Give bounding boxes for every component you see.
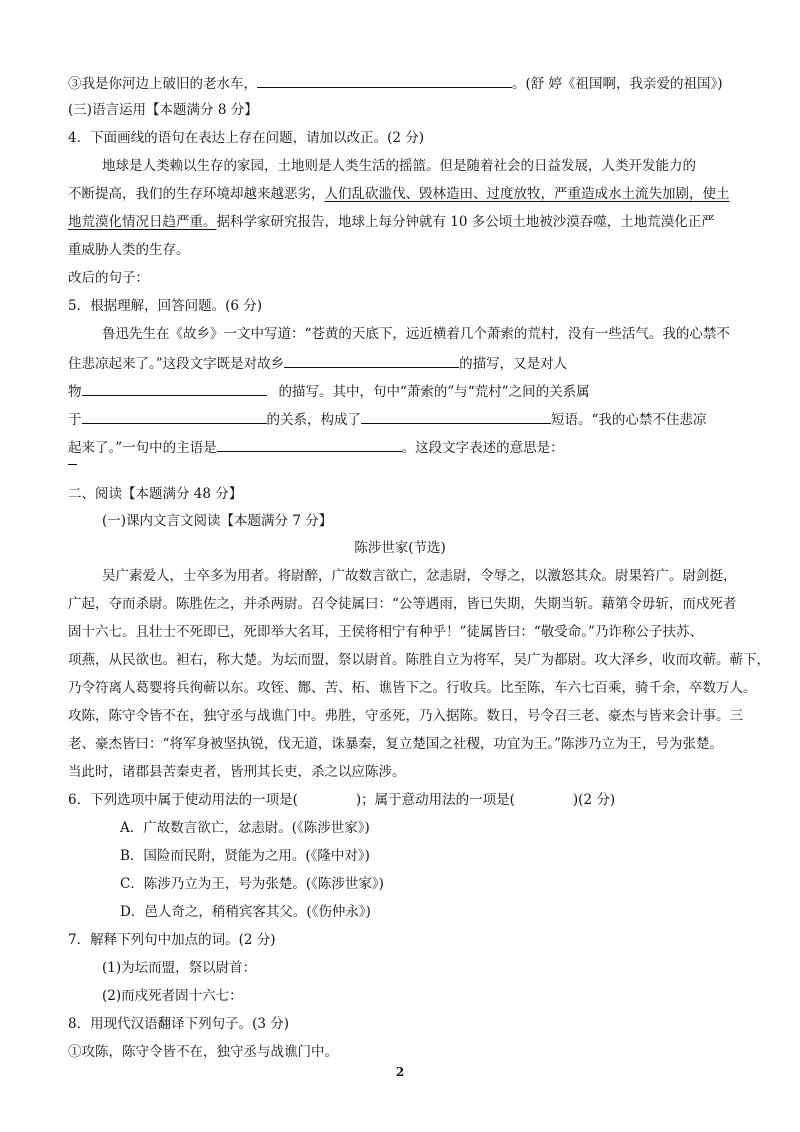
q4-underlined-sentence-end: 地荒漠化情况日趋严重。 — [68, 214, 217, 230]
q4-paragraph-line-4: 重威胁人类的生存。 — [68, 242, 190, 258]
page-number: 2 — [395, 1065, 405, 1079]
section-two-title: 二、阅读 — [68, 486, 122, 502]
q6-option-a: A．广故数言欲亡，忿恚尉。(《陈涉世家》) — [120, 820, 370, 836]
q6-stem — [68, 790, 615, 810]
q4-stem: 4．下面画线的语句在表达上存在问题，请加以改正。(2 分) — [68, 130, 425, 146]
q6-option-c: C．陈涉乃立为王，号为张楚。(《陈涉世家》) — [120, 876, 384, 892]
q3-text-post: 。(舒 婷《祖国啊，我亲爱的祖国》) — [512, 76, 723, 92]
q5-text: 物 — [68, 384, 82, 400]
q4-paragraph-line-3 — [68, 212, 715, 232]
q4-paragraph-line-1: 地球是人类赖以生存的家园，土地则是人类生活的摇篮。但是随着社会的日益发展，人类开发能力的 — [102, 158, 696, 174]
passage-line: 吴广素爱人，士卒多为用者。将尉醉，广故数言欲亡，忿恚尉，令辱之，以激怒其众。尉果笞广。尉剑挺， — [102, 568, 737, 584]
q6-text: )(2 分) — [572, 792, 616, 808]
q3-line — [68, 72, 723, 94]
subsection-title: (一)课内文言文阅读 — [102, 513, 221, 529]
q5-blank-4[interactable] — [361, 408, 551, 424]
subsection-heading — [102, 511, 332, 531]
q5-text: 起来了。”一句中的主语是 — [68, 440, 217, 456]
q3-answer-blank[interactable] — [257, 72, 512, 88]
passage-line: 项燕，从民欲也。袒右，称大楚。为坛而盟，祭以尉首。陈胜自立为将军，吴广为都尉。攻大泽乡，收而攻蕲。蕲下， — [68, 652, 770, 668]
q5-text: 。这段文字表述的意思是： — [401, 440, 564, 456]
q5-text: 的描写。其中，句中“萧索的”与“荒村”之间的关系属 — [278, 384, 590, 400]
passage-line: 固十六七。且壮士不死即已，死即举大名耳，王侯将相宁有种乎！”徒属皆曰：“敬受命。”乃诈称公子扶苏、 — [68, 624, 703, 640]
q5-text: 短语。“我的心禁不住悲凉 — [551, 412, 707, 428]
q5-line-5 — [68, 436, 564, 458]
q5-line-3 — [68, 380, 590, 402]
passage-line: 老、豪杰皆曰：“将军身被坚执锐，伐无道，诛暴秦，复立楚国之社稷，功宜为王。”陈涉乃立为王，号为张楚。 — [68, 736, 724, 752]
q7-stem: 7．解释下列句中加点的词。(2 分) — [68, 932, 276, 948]
q4-answer-label: 改后的句子： — [68, 270, 149, 286]
q5-blank-3[interactable] — [82, 408, 267, 424]
passage-title: 陈涉世家(节选) — [354, 540, 446, 556]
section-two-heading — [68, 484, 242, 504]
q5-line-2 — [68, 352, 567, 374]
q3-text-pre: ③我是你河边上破旧的老水车， — [68, 76, 257, 92]
q5-answer-line[interactable] — [68, 464, 77, 465]
q7-item-1: (1)为坛而盟，祭以尉首： — [102, 960, 257, 976]
passage-line: 广起，夺而杀尉。陈胜佐之，并杀两尉。召令徒属曰：“公等遇雨，皆已失期，失期当斩。藉第令毋斩，而戍死者 — [68, 596, 737, 612]
q5-blank-1[interactable] — [284, 352, 459, 368]
section-three-score: 【本题满分 8 分】 — [146, 102, 258, 118]
subsection-score: 【本题满分 7 分】 — [220, 513, 333, 529]
q7-item-2: (2)而戍死者固十六七： — [102, 988, 243, 1004]
q5-text: 的描写，又是对人 — [459, 356, 568, 372]
q6-text: )；属于意动用法的一项是( — [355, 792, 515, 808]
q4-underlined-sentence: 人们乱砍滥伐、毁林造田、过度放牧，严重造成水土流失加剧，使土 — [324, 186, 730, 202]
section-two-score: 【本题满分 48 分】 — [122, 486, 243, 502]
q4-text-plain: 不断提高，我们的生存环境却越来越恶劣， — [68, 186, 325, 202]
q4-paragraph-line-2 — [68, 184, 730, 204]
q5-blank-2[interactable] — [82, 380, 267, 396]
q4-text-plain: 据科学家研究报告，地球上每分钟就有 10 多公顷土地被沙漠吞噬，土地荒漠化正严 — [216, 214, 715, 230]
section-three-title: (三)语言运用 — [68, 102, 147, 118]
q5-text: 的关系，构成了 — [266, 412, 361, 428]
q5-line-1: 鲁迅先生在《故乡》一文中写道：“苍黄的天底下，远近横着几个萧索的荒村，没有一些活气。我的心禁不 — [102, 326, 730, 342]
q8-stem: 8．用现代汉语翻译下列句子。(3 分) — [68, 1016, 290, 1032]
q5-blank-5[interactable] — [217, 436, 402, 452]
q5-stem: 5．根据理解，回答问题。(6 分) — [68, 298, 263, 314]
q5-text: 住悲凉起来了。”这段文字既是对故乡 — [68, 356, 285, 372]
passage-line: 乃令符离人葛婴将兵徇蕲以东。攻铚、酂、苦、柘、谯皆下之。行收兵。比至陈，车六七百乘，骑千余，卒数万人。 — [68, 680, 757, 696]
section-three-heading — [68, 100, 258, 120]
q5-line-4 — [68, 408, 706, 430]
q6-option-d: D．邑人奇之，稍稍宾客其父。(《伤仲永》) — [120, 904, 371, 920]
q6-text: 6．下列选项中属于使动用法的一项是( — [68, 792, 298, 808]
q8-item-1: ①攻陈，陈守令皆不在，独守丞与战谯门中。 — [68, 1044, 338, 1060]
passage-line: 当此时，诸郡县苦秦吏者，皆刑其长吏，杀之以应陈涉。 — [68, 764, 406, 780]
q6-option-b: B．国险而民附，贤能为之用。(《隆中对》) — [120, 848, 370, 864]
q5-text: 于 — [68, 412, 82, 428]
passage-line: 攻陈，陈守令皆不在，独守丞与战谯门中。弗胜，守丞死，乃入据陈。数日，号令召三老、豪杰与皆来会计事。三 — [68, 708, 743, 724]
